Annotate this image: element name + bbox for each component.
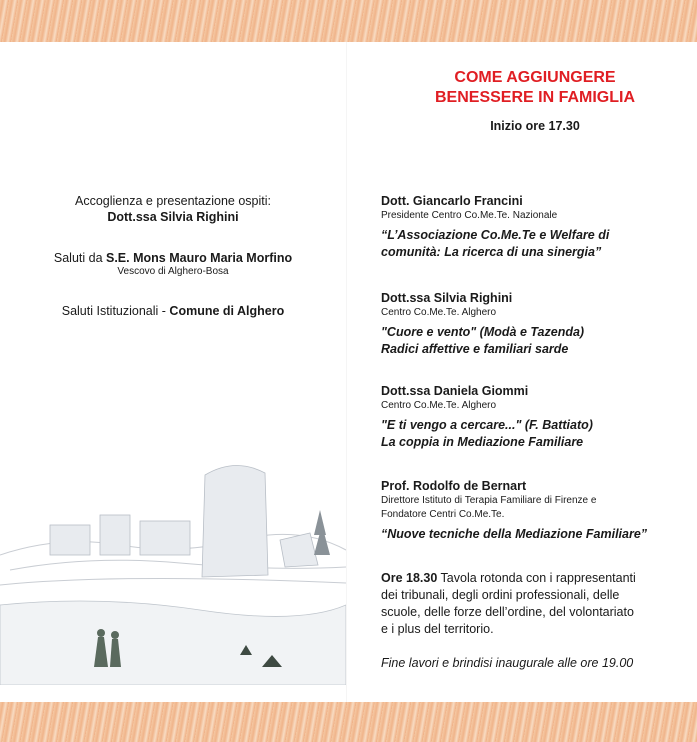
greetings-block xyxy=(0,251,346,277)
speaker-role: Presidente Centro Co.Me.Te. Nazionale xyxy=(381,210,558,221)
talk-title xyxy=(381,526,681,543)
greetings-role: Vescovo di Alghero-Bosa xyxy=(117,266,229,277)
event-title-line-2: BENESSERE IN FAMIGLIA xyxy=(434,89,636,106)
speaker-block xyxy=(381,383,681,451)
speaker-role: Direttore Istituto di Terapia Familiare di Firenze e xyxy=(381,495,597,506)
greetings-name: S.E. Mons Mauro Maria Morfino xyxy=(106,251,293,265)
round-table-line: dei tribunali, degli ordini professionali, delle xyxy=(381,588,620,602)
talk-title-line: “L’Associazione Co.Me.Te e Welfare di xyxy=(381,228,610,242)
welcome-intro: Accoglienza e presentazione ospiti: xyxy=(75,194,271,208)
round-table xyxy=(381,570,681,638)
speaker-role: Centro Co.Me.Te. Alghero xyxy=(381,307,497,318)
speaker-block xyxy=(381,193,681,261)
closing-note: Fine lavori e brindisi inaugurale alle ore 19.00 xyxy=(381,656,634,670)
event-title-line-1: COME AGGIUNGERE xyxy=(454,69,616,86)
talk-title-line: "E ti vengo a cercare..." (F. Battiato) xyxy=(381,418,593,432)
start-time: Inizio ore 17.30 xyxy=(490,119,580,133)
speaker-block xyxy=(381,478,681,543)
institutional-block xyxy=(0,304,346,318)
speaker-name: Prof. Rodolfo de Bernart xyxy=(381,479,527,493)
speaker-name: Dott. Giancarlo Francini xyxy=(381,194,523,208)
talk-title xyxy=(381,417,681,451)
talk-title-line: "Cuore e vento" (Modà e Tazenda) xyxy=(381,325,585,339)
talk-title-line: Radici affettive e familiari sarde xyxy=(381,342,569,356)
page-fold xyxy=(346,42,347,702)
speaker-name: Dott.ssa Silvia Righini xyxy=(381,291,513,305)
greetings-prefix: Saluti da xyxy=(53,251,106,265)
talk-title xyxy=(381,227,681,261)
welcome-block xyxy=(0,194,346,224)
talk-title-line: La coppia in Mediazione Familiare xyxy=(381,435,584,449)
round-table-time: Ore 18.30 xyxy=(381,571,438,585)
sketch-landscape-couple-icon xyxy=(0,455,346,685)
speaker-name: Dott.ssa Daniela Giommi xyxy=(381,384,529,398)
speaker-role: Centro Co.Me.Te. Alghero xyxy=(381,400,497,411)
welcome-host: Dott.ssa Silvia Righini xyxy=(107,210,239,224)
round-table-line: Tavola rotonda con i rappresentanti xyxy=(437,571,636,585)
event-title xyxy=(395,68,675,108)
talk-title-line: “Nuove tecniche della Mediazione Familiare” xyxy=(381,527,648,541)
speaker-block xyxy=(381,290,681,358)
talk-title xyxy=(381,324,681,358)
institutional-prefix: Saluti Istituzionali - xyxy=(61,304,170,318)
bottom-decorative-band xyxy=(0,702,697,742)
top-decorative-band xyxy=(0,0,697,42)
talk-title-line: comunità: La ricerca di una sinergia” xyxy=(381,245,602,259)
round-table-line: e i plus del territorio. xyxy=(381,622,494,636)
round-table-line: scuole, delle forze dell’ordine, del volontariato xyxy=(381,605,634,619)
speaker-role: Fondatore Centri Co.Me.Te. xyxy=(381,509,505,520)
institutional-name: Comune di Alghero xyxy=(169,304,285,318)
